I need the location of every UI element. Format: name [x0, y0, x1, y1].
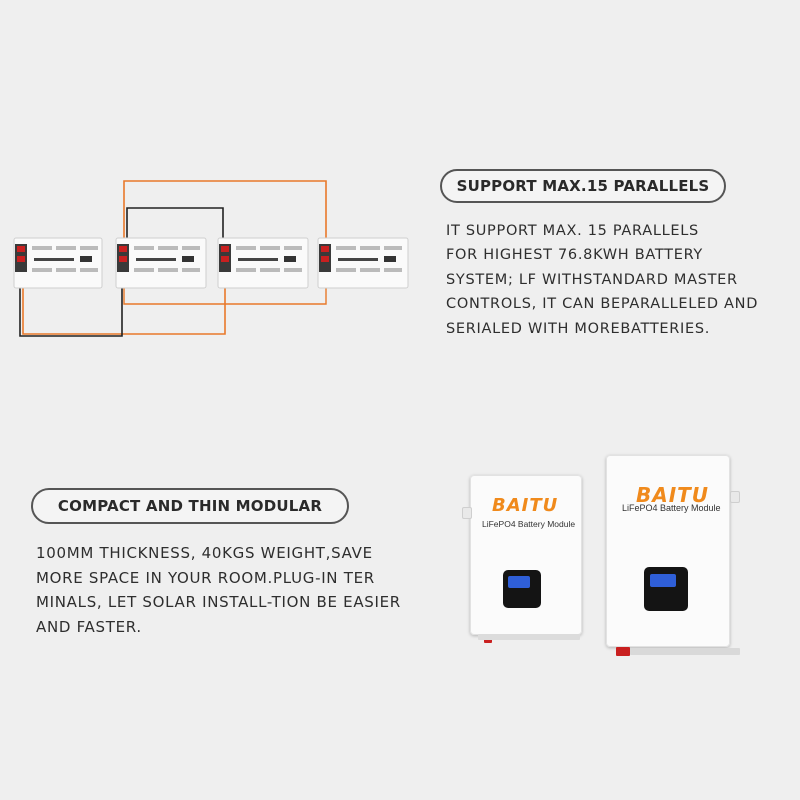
module-subtitle: LiFePO4 Battery Module	[482, 519, 576, 529]
battery-module-large	[606, 455, 730, 647]
heading-compact-modular-text: COMPACT AND THIN MODULAR	[57, 497, 323, 515]
heading-support-parallels	[440, 169, 726, 203]
lcd-panel	[644, 567, 688, 611]
description-line: FOR HIGHEST 76.8KWH BATTERY	[446, 247, 703, 264]
description-line: AND FASTER.	[36, 618, 142, 637]
black-wire-bottom	[20, 285, 122, 336]
lcd-display	[650, 574, 676, 587]
battery-unit-2	[116, 238, 206, 288]
module-subtitle: LiFePO4 Battery Module	[622, 503, 721, 513]
compact-modular-description	[36, 541, 401, 640]
support-parallels-description	[446, 219, 758, 341]
orange-wire-top	[124, 181, 326, 245]
heading-compact-modular	[31, 488, 349, 524]
brand-logo: BAITU	[492, 495, 559, 516]
lcd-display	[508, 576, 530, 588]
small-module-base	[478, 634, 580, 640]
parallel-connection-diagram	[0, 170, 420, 350]
brand-logo: BAITU	[636, 483, 710, 507]
battery-unit-1	[14, 238, 102, 288]
lcd-panel	[503, 570, 541, 608]
large-module-base	[630, 648, 740, 655]
description-line: SYSTEM; LF WITHSTANDARD MASTER	[446, 271, 738, 288]
description-line: MORE SPACE IN YOUR ROOM.PLUG-IN TER	[36, 568, 375, 587]
description-line: CONTROLS, IT CAN BEPARALLELED AND	[446, 296, 759, 313]
description-line: MINALS, LET SOLAR INSTALL-TION BE EASIER	[36, 593, 401, 612]
description-line: IT SUPPORT MAX. 15 PARALLELS	[446, 223, 699, 239]
description-line: 100MM THICKNESS, 40KGS WEIGHT,SAVE	[36, 544, 373, 562]
battery-unit-3	[218, 238, 308, 288]
description-line: SERIALED WITH MOREBATTERIES.	[446, 320, 711, 337]
side-handle	[730, 491, 740, 503]
power-terminal	[616, 647, 630, 656]
heading-support-parallels-text: SUPPORT MAX.15 PARALLELS	[456, 177, 710, 195]
side-handle	[462, 507, 472, 519]
battery-unit-4	[318, 238, 408, 288]
battery-module-small	[470, 475, 582, 635]
